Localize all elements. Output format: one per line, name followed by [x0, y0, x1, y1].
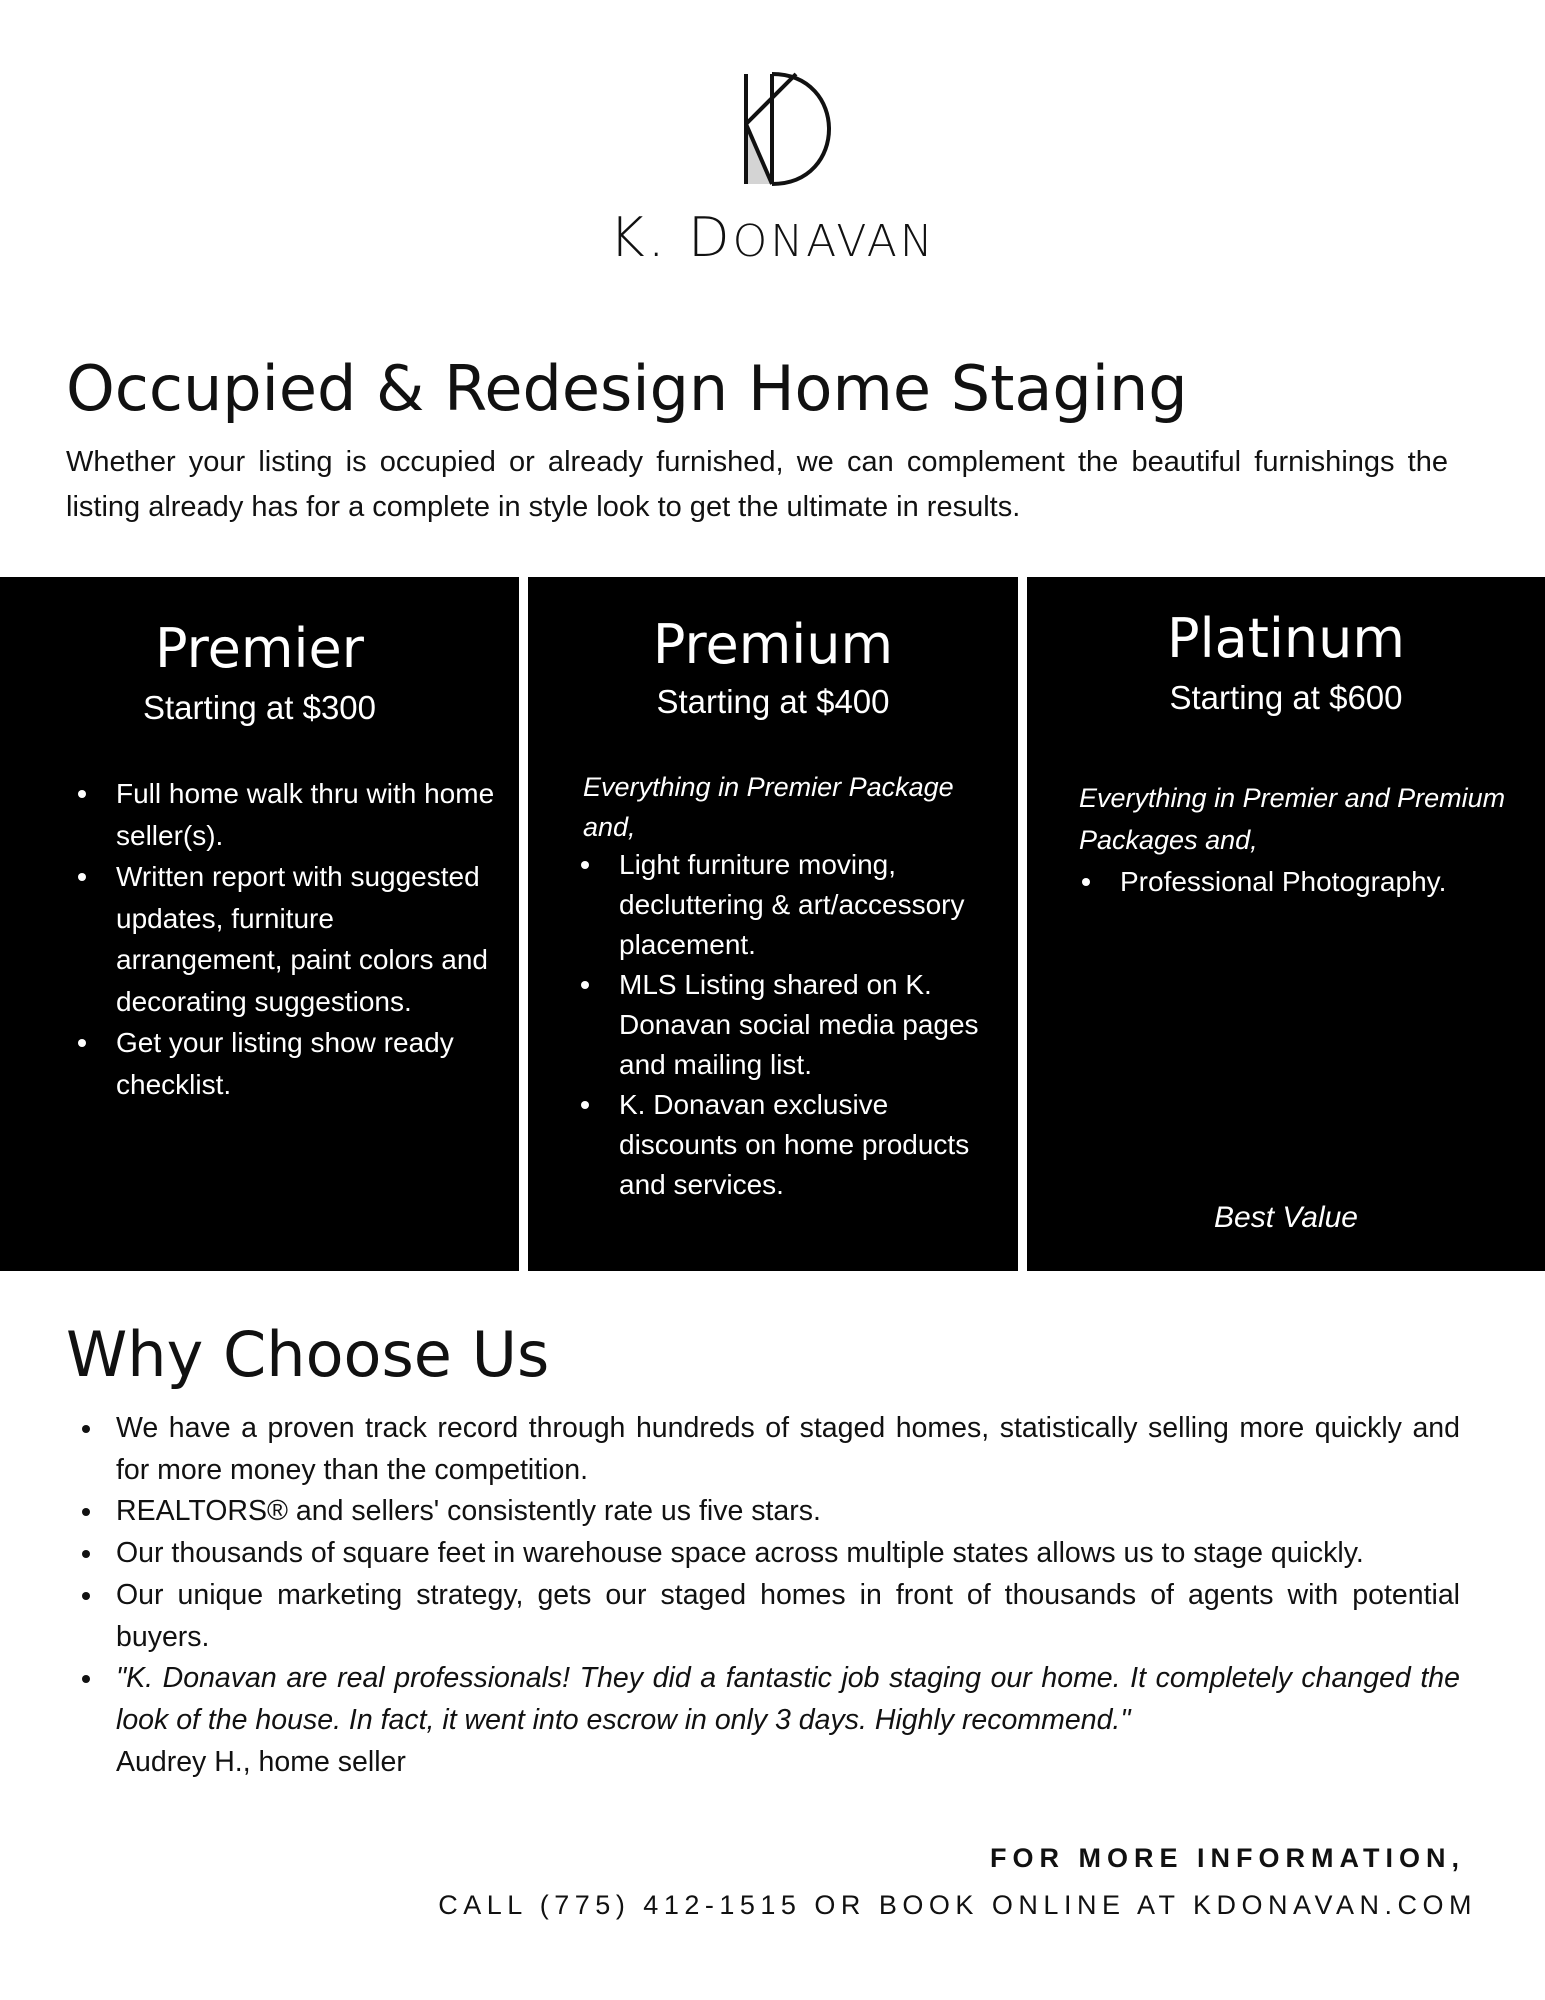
testimonial-quote: "K. Donavan are real professionals! They did a fantastic job staging our home. It completely changed the look of the house. In fact, it went into escrow in only 3 days. Highly recommend." — [116, 1662, 1460, 1736]
list-item: MLS Listing shared on K. Donavan social media pages and mailing list. — [569, 965, 1009, 1085]
package-premier — [0, 577, 519, 1271]
list-item: Full home walk thru with home seller(s). — [66, 773, 506, 856]
testimonial — [66, 1658, 1460, 1783]
logo — [0, 70, 1545, 269]
package-price: Starting at $400 — [656, 683, 890, 720]
package-features — [66, 773, 506, 1105]
list-item: Our unique marketing strategy, gets our staged homes in front of thousands of agents with potential buyers. — [66, 1575, 1460, 1658]
brand-name: K. DONAVAN — [609, 206, 936, 269]
cta-heading: FOR MORE INFORMATION, — [990, 1843, 1465, 1873]
package-features — [569, 845, 1009, 1205]
list-item: Get your listing show ready checklist. — [66, 1022, 506, 1105]
package-name: Platinum — [1167, 607, 1405, 670]
package-intro: Everything in Premier and Premium Packages and, — [1079, 783, 1506, 855]
intro-paragraph: Whether your listing is occupied or already furnished, we can complement the beautiful furnishings the listing already has for a complete in style look to get the ultimate in results. — [66, 446, 1448, 523]
list-item: We have a proven track record through hundreds of staged homes, statistically selling more quickly and for more money than the competition. — [66, 1408, 1460, 1491]
why-choose-us-title: Why Choose Us — [66, 1318, 550, 1391]
package-platinum — [1027, 577, 1545, 1271]
package-price: Starting at $300 — [143, 689, 376, 726]
list-item: K. Donavan exclusive discounts on home products and services. — [569, 1085, 1009, 1205]
kd-monogram-icon — [708, 70, 838, 190]
list-item: Professional Photography. — [1070, 861, 1510, 903]
package-price: Starting at $600 — [1169, 679, 1403, 716]
why-choose-us-list — [66, 1408, 1460, 1783]
testimonial-author: Audrey H., home seller — [116, 1745, 406, 1778]
package-intro: Everything in Premier Package and, — [583, 772, 954, 842]
cta-contact: CALL (775) 412-1515 OR BOOK ONLINE AT KDONAVAN.COM — [438, 1890, 1477, 1920]
package-name: Premium — [652, 613, 894, 676]
package-premium — [528, 577, 1018, 1271]
list-item: REALTORS® and sellers' consistently rate us five stars. — [66, 1491, 1460, 1533]
page-title: Occupied & Redesign Home Staging — [66, 352, 1188, 425]
list-item: Light furniture moving, decluttering & art/accessory placement. — [569, 845, 1009, 965]
best-value-badge: Best Value — [1214, 1201, 1358, 1234]
package-features — [1070, 861, 1510, 903]
package-name: Premier — [155, 617, 364, 680]
list-item: Written report with suggested updates, furniture arrangement, paint colors and decorating suggestions. — [66, 856, 506, 1022]
package-panels — [0, 577, 1545, 1271]
list-item: Our thousands of square feet in warehouse space across multiple states allows us to stage quickly. — [66, 1533, 1460, 1575]
